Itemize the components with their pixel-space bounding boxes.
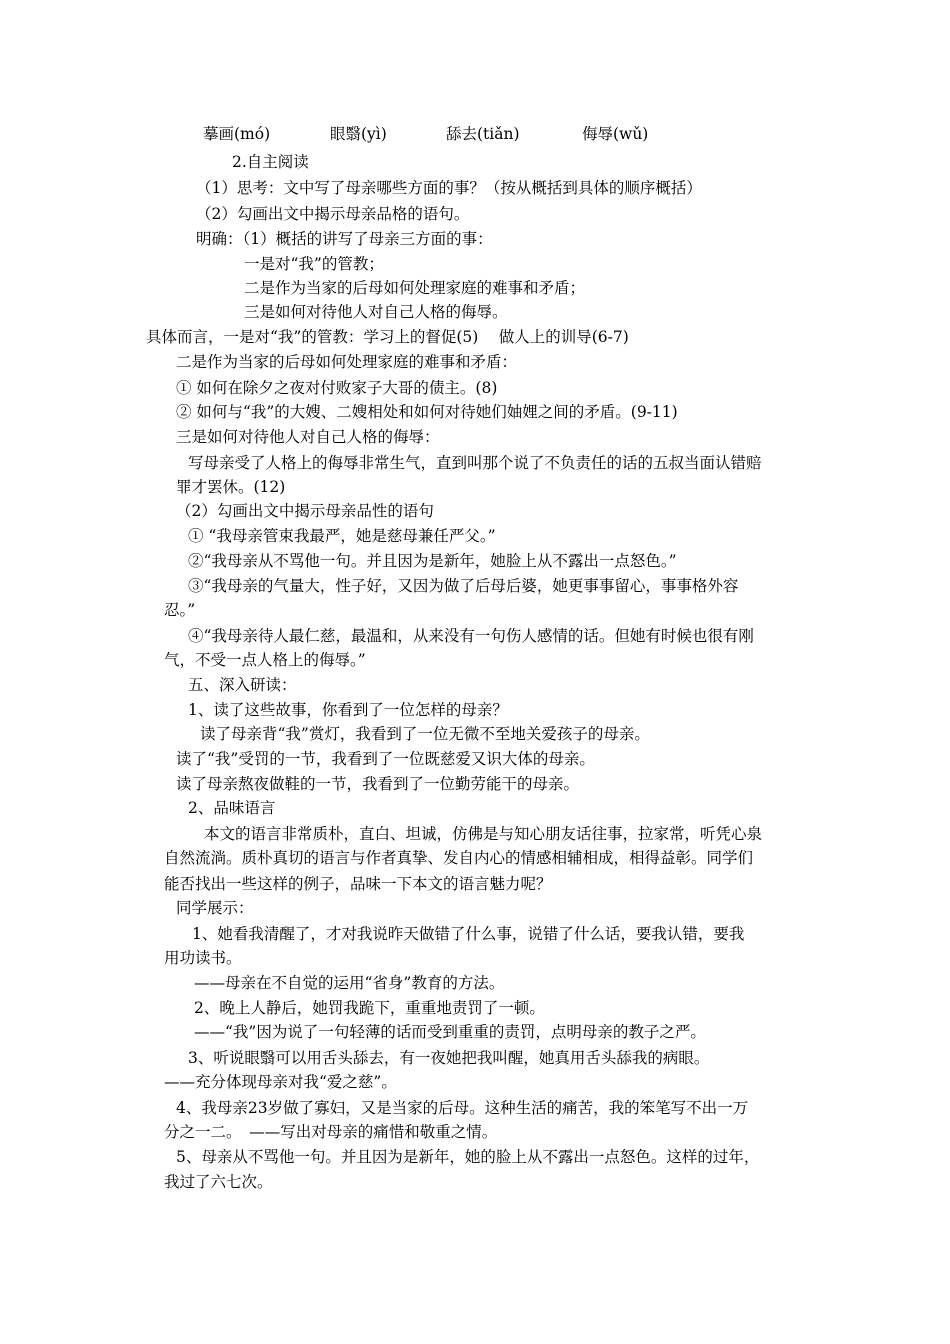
example-line: 用功读书。 bbox=[164, 949, 242, 967]
text-line: 能否找出一些这样的例子，品味一下本文的语言魅力呢？ bbox=[164, 875, 552, 893]
text-line: 自然流淌。质朴真切的语言与作者真挚、发自内心的情感相辅相成，相得益彰。同学们 bbox=[164, 849, 754, 867]
example-line: 2、晚上人静后，她罚我跪下，重重地责罚了一顿。 bbox=[194, 999, 545, 1017]
text-line: ② 如何与“我”的大嫂、二嫂相处和如何对待她们妯娌之间的矛盾。(9-11) bbox=[176, 403, 678, 421]
text-line: 三是如何对待他人对自己人格的侮辱。 bbox=[244, 303, 508, 321]
vocab-item: 侮辱(wǔ) bbox=[582, 125, 649, 143]
vocab-item: 舔去(tiǎn) bbox=[446, 125, 520, 143]
section-heading: 2.自主阅读 bbox=[232, 153, 309, 171]
quote-line: ① “我母亲管束我最严，她是慈母兼任严父。” bbox=[188, 527, 496, 545]
text-line: 读了母亲背“我”赏灯，我看到了一位无微不至地关爱孩子的母亲。 bbox=[200, 725, 650, 743]
comment-line: ——“我”因为说了一句轻薄的话而受到重重的责罚，点明母亲的教子之严。 bbox=[194, 1023, 706, 1041]
text-line: 同学展示： bbox=[176, 899, 254, 917]
quote-line: 气，不受一点人格上的侮辱。” bbox=[164, 651, 366, 669]
text-line: 三是如何对待他人对自己人格的侮辱： bbox=[176, 428, 440, 446]
quote-line: ④“我母亲待人最仁慈，最温和，从来没有一句伤人感情的话。但她有时候也很有刚 bbox=[188, 627, 754, 645]
text-line: 罪才罢休。(12) bbox=[176, 478, 286, 496]
text-line: 读了“我”受罚的一节，我看到了一位既慈爱又识大体的母亲。 bbox=[176, 750, 595, 768]
text-line: 1、读了这些故事，你看到了一位怎样的母亲？ bbox=[188, 701, 508, 719]
example-line: 3、听说眼翳可以用舌头舔去，有一夜她把我叫醒，她真用舌头舔我的病眼。 bbox=[188, 1049, 710, 1067]
vocab-item: 摹画(mó) bbox=[203, 125, 271, 143]
text-line: 具体而言，一是对“我”的管教：学习上的督促(5) 做人上的训导(6-7) bbox=[146, 328, 629, 346]
example-line: 1、她看我清醒了，才对我说昨天做错了什么事，说错了什么话，要我认错，要我 bbox=[192, 925, 745, 943]
comment-line: ——母亲在不自觉的运用“省身”教育的方法。 bbox=[194, 974, 505, 992]
quote-line: ③“我母亲的气量大，性子好，又因为做了后母后婆，她更事事留心，事事格外容 bbox=[188, 577, 739, 595]
example-line: 5、母亲从不骂他一句。并且因为是新年，她的脸上从不露出一点怒色。这样的过年， bbox=[176, 1148, 760, 1166]
text-line: （2）勾画出文中揭示母亲品性的语句 bbox=[176, 502, 434, 520]
text-line: 二是作为当家的后母如何处理家庭的难事和矛盾； bbox=[244, 279, 586, 297]
section-heading: 2、品味语言 bbox=[188, 799, 276, 817]
vocab-item: 眼翳(yì) bbox=[330, 125, 387, 143]
text-line: 一是对“我”的管教； bbox=[244, 255, 384, 273]
quote-line: ②“我母亲从不骂他一句。并且因为是新年，她脸上从不露出一点怒色。” bbox=[188, 552, 677, 570]
text-line: 明确：（1）概括的讲写了母亲三方面的事： bbox=[196, 230, 493, 248]
text-line: （1）思考：文中写了母亲哪些方面的事？（按从概括到具体的顺序概括） bbox=[196, 179, 702, 197]
text-line: 写母亲受了人格上的侮辱非常生气，直到叫那个说了不负责任的话的五叔当面认错赔 bbox=[188, 454, 762, 472]
text-line: ① 如何在除夕之夜对付败家子大哥的债主。(8) bbox=[176, 379, 498, 397]
text-line: 读了母亲熬夜做鞋的一节，我看到了一位勤劳能干的母亲。 bbox=[176, 775, 580, 793]
text-line: 本文的语言非常质朴，直白、坦诚，仿佛是与知心朋友话往事，拉家常，听凭心泉 bbox=[204, 825, 763, 843]
text-line: （2）勾画出文中揭示母亲品格的语句。 bbox=[196, 205, 470, 223]
example-line: 4、我母亲23岁做了寡妇，又是当家的后母。这种生活的痛苦，我的笨笔写不出一万 bbox=[176, 1099, 749, 1117]
quote-line: 忍。” bbox=[164, 601, 196, 619]
example-line: 分之一二。 ——写出对母亲的痛惜和敬重之情。 bbox=[164, 1123, 498, 1141]
comment-line: ——充分体现母亲对我“爱之慈”。 bbox=[164, 1073, 397, 1091]
text-line: 二是作为当家的后母如何处理家庭的难事和矛盾： bbox=[176, 353, 518, 371]
example-line: 我过了六七次。 bbox=[164, 1173, 273, 1191]
section-heading: 五、深入研读： bbox=[188, 676, 297, 694]
